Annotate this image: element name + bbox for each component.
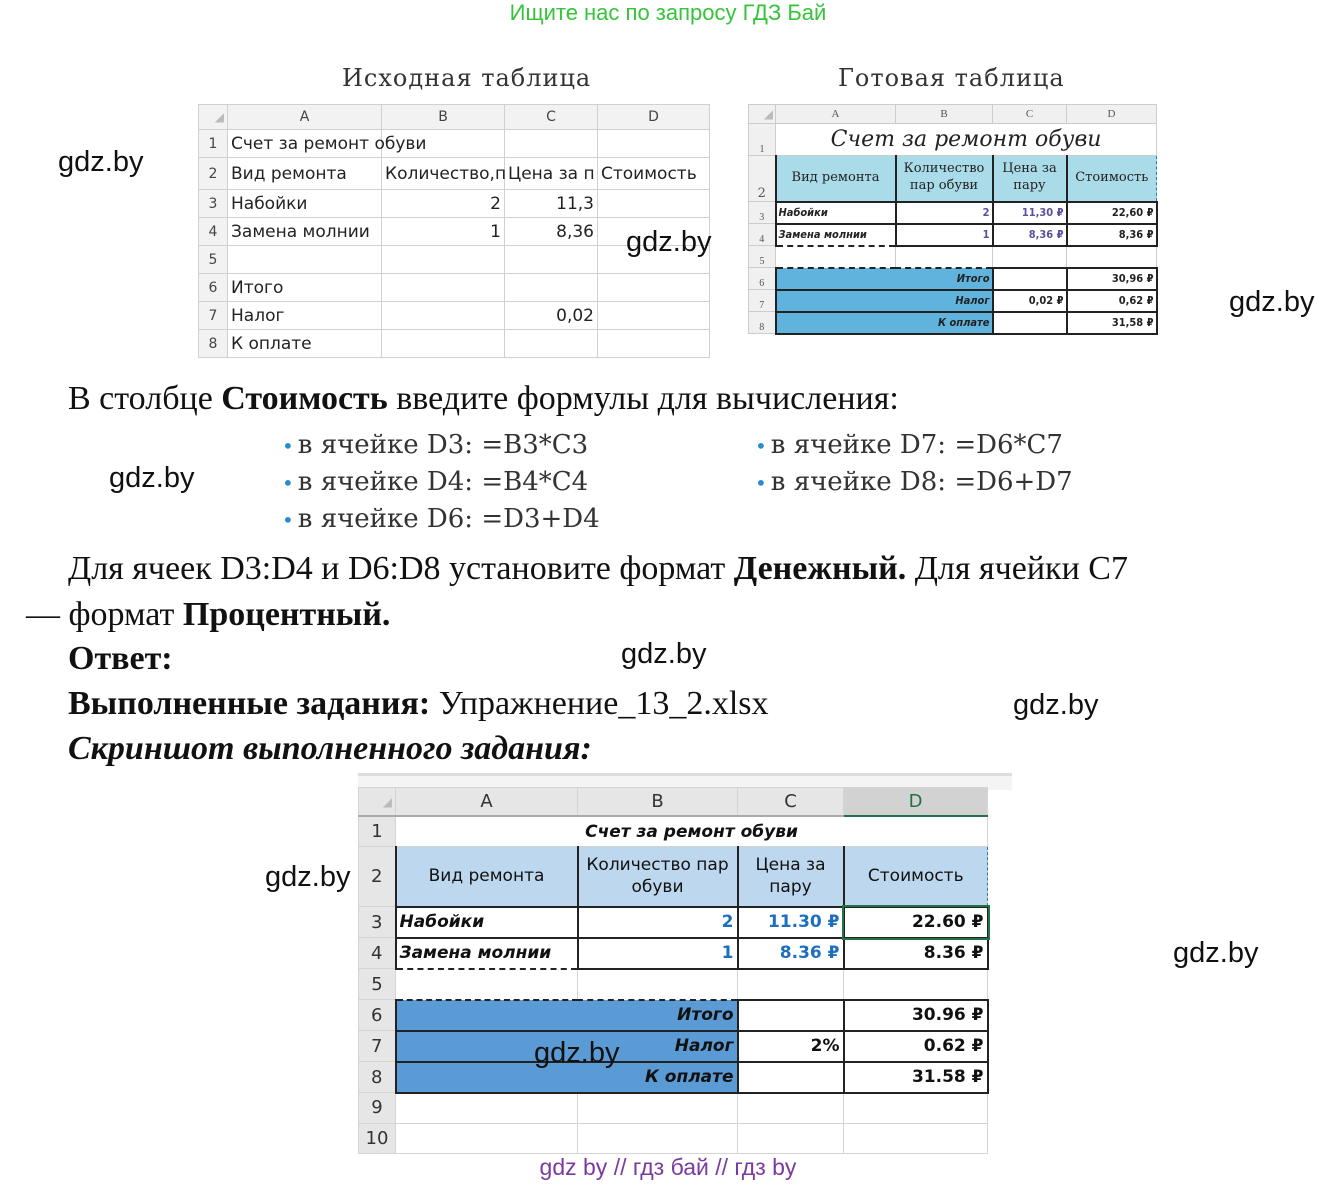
column-header-a[interactable]: A <box>776 105 896 124</box>
cell[interactable]: К оплате <box>776 312 993 334</box>
cell[interactable] <box>228 246 382 274</box>
column-header-a[interactable]: A <box>396 788 578 817</box>
column-header-d[interactable]: D <box>1067 105 1157 124</box>
cell[interactable]: Вид ремонта <box>396 847 578 907</box>
cell[interactable] <box>896 246 993 268</box>
cell[interactable]: Набойки <box>228 190 382 218</box>
instruction-paragraph <box>68 380 899 418</box>
cell[interactable] <box>993 312 1067 334</box>
text: В столбце <box>68 380 222 417</box>
row-header[interactable]: 8 <box>749 312 776 334</box>
row-header[interactable]: 2 <box>359 847 396 907</box>
row-header[interactable]: 3 <box>199 190 228 218</box>
cell[interactable] <box>738 1062 844 1093</box>
text: Для ячеек D3:D4 и D6:D8 установите формат <box>68 550 734 587</box>
watermark: gdz.by <box>58 146 144 178</box>
select-all-corner[interactable]: ◢ <box>199 105 228 130</box>
table-row <box>199 330 710 358</box>
cell[interactable] <box>738 1123 844 1153</box>
cell[interactable]: 1 <box>578 938 738 969</box>
cell[interactable]: 0.62 ₽ <box>844 1031 988 1062</box>
watermark: gdz.by <box>1013 689 1099 721</box>
cell[interactable]: 2% <box>738 1031 844 1062</box>
format-paragraph <box>68 550 1128 588</box>
row-header[interactable]: 10 <box>359 1123 396 1153</box>
cell[interactable]: 0,02 ₽ <box>993 290 1067 312</box>
row-header[interactable]: 6 <box>199 274 228 302</box>
formula-text: в ячейке D6: =D3+D4 <box>297 504 600 534</box>
cell[interactable] <box>993 268 1067 290</box>
cell[interactable]: 30.96 ₽ <box>844 1000 988 1031</box>
column-header-d[interactable]: D <box>598 105 710 130</box>
cell[interactable]: 31.58 ₽ <box>844 1062 988 1093</box>
footer-watermark: gdz by // гдз бай // гдз by <box>539 1154 797 1180</box>
cell[interactable]: Итого <box>776 268 993 290</box>
bullet-dot-icon: • <box>755 471 767 495</box>
cell[interactable]: 0,02 <box>505 302 598 330</box>
screenshot-label: Скриншот выполненного задания: <box>68 730 592 767</box>
row-header[interactable]: 5 <box>199 246 228 274</box>
cell[interactable]: 2 <box>382 190 505 218</box>
cell[interactable] <box>505 274 598 302</box>
bold-term: Стоимость <box>221 380 388 417</box>
row-header[interactable]: 9 <box>359 1093 396 1124</box>
result-table <box>358 787 989 1154</box>
table-row <box>359 969 988 1000</box>
bullet-dot-icon: • <box>282 508 294 532</box>
cell[interactable] <box>1067 246 1157 268</box>
table-row <box>359 1062 988 1093</box>
row-header[interactable]: 8 <box>359 1062 396 1093</box>
result-sheet-viewport <box>358 787 1012 1149</box>
cell[interactable]: 2 <box>896 202 993 224</box>
row-header[interactable]: 3 <box>749 202 776 224</box>
column-header-b[interactable]: B <box>382 105 505 130</box>
cell[interactable] <box>993 246 1067 268</box>
format-paragraph-2 <box>26 596 390 634</box>
cell[interactable]: 30,96 ₽ <box>1067 268 1157 290</box>
cell[interactable]: 11,30 ₽ <box>993 202 1067 224</box>
cell[interactable]: Стоимость <box>1067 156 1157 202</box>
cell[interactable] <box>844 969 988 1000</box>
select-all-corner[interactable]: ◢ <box>359 788 396 817</box>
formula-text: в ячейке D4: =B4*C4 <box>297 467 589 497</box>
cell[interactable]: Налог <box>228 302 382 330</box>
table-row <box>199 274 710 302</box>
cell[interactable] <box>505 246 598 274</box>
table-row <box>359 938 988 969</box>
bullet-dot-icon: • <box>755 434 767 458</box>
bullet-dot-icon: • <box>282 434 294 458</box>
cell[interactable] <box>738 1000 844 1031</box>
bold-term: Денежный. <box>733 550 907 587</box>
bullet-item <box>282 504 600 534</box>
cell[interactable]: Вид ремонта <box>776 156 896 202</box>
cell[interactable]: Количество,п <box>382 158 505 190</box>
cell[interactable] <box>505 330 598 358</box>
row-header[interactable]: 2 <box>749 156 776 202</box>
bullet-item <box>755 430 1063 460</box>
table-row <box>359 847 988 907</box>
row-header[interactable]: 3 <box>359 907 396 938</box>
cell[interactable] <box>598 274 710 302</box>
cell[interactable]: 11.30 ₽ <box>738 907 844 938</box>
row-header[interactable]: 2 <box>199 158 228 190</box>
bold-term: Процентный. <box>182 596 391 633</box>
cell[interactable] <box>738 1093 844 1124</box>
cell[interactable]: 8.36 ₽ <box>738 938 844 969</box>
answer-label: Ответ: <box>68 640 173 677</box>
cell[interactable] <box>598 330 710 358</box>
table-row <box>749 290 1157 312</box>
cell[interactable]: Счет за ремонт обуви <box>228 130 382 158</box>
watermark: gdz.by <box>1173 937 1259 969</box>
cell[interactable] <box>578 1123 738 1153</box>
cell[interactable]: Вид ремонта <box>228 158 382 190</box>
row-header[interactable]: 6 <box>359 1000 396 1031</box>
row-header[interactable]: 6 <box>749 268 776 290</box>
cell[interactable]: 0,62 ₽ <box>1067 290 1157 312</box>
table-row <box>199 158 710 190</box>
row-header[interactable]: 8 <box>199 330 228 358</box>
cell[interactable] <box>578 1093 738 1124</box>
cell[interactable] <box>505 130 598 158</box>
cell[interactable]: Итого <box>228 274 382 302</box>
row-header[interactable]: 7 <box>199 302 228 330</box>
table-row <box>749 246 1157 268</box>
cell[interactable] <box>382 246 505 274</box>
table-row <box>199 190 710 218</box>
row-header[interactable]: 4 <box>359 938 396 969</box>
cell[interactable]: 2 <box>578 907 738 938</box>
table-row <box>749 202 1157 224</box>
cell[interactable]: 11,3 <box>505 190 598 218</box>
cell[interactable] <box>396 969 578 1000</box>
cell[interactable]: Набойки <box>396 907 578 938</box>
cell[interactable] <box>844 1123 988 1153</box>
cell[interactable]: Цена за пару <box>993 156 1067 202</box>
watermark: gdz.by <box>626 226 712 258</box>
cell[interactable]: Счет за ремонт обуви <box>776 124 1157 156</box>
cell[interactable]: 8.36 ₽ <box>844 938 988 969</box>
cell[interactable]: Стоимость <box>598 158 710 190</box>
watermark: gdz.by <box>534 1037 620 1069</box>
cell[interactable]: 22,60 ₽ <box>1067 202 1157 224</box>
cell[interactable]: Итого <box>396 1000 738 1031</box>
cell[interactable]: Количество пар обуви <box>896 156 993 202</box>
cell[interactable]: К оплате <box>228 330 382 358</box>
formula-text: в ячейке D3: =B3*C3 <box>297 430 589 460</box>
cell[interactable]: Стоимость <box>844 847 988 907</box>
table-row <box>359 1093 988 1124</box>
bullet-item <box>755 467 1073 497</box>
cell[interactable] <box>396 1093 578 1124</box>
row-header[interactable]: 7 <box>749 290 776 312</box>
row-header[interactable]: 1 <box>359 816 396 847</box>
column-header-row <box>359 788 988 817</box>
column-header-row <box>199 105 710 130</box>
formula-text: в ячейке D8: =D6+D7 <box>770 467 1073 497</box>
column-header-b[interactable]: B <box>896 105 993 124</box>
row-header[interactable]: 7 <box>359 1031 396 1062</box>
watermark: gdz.by <box>109 462 195 494</box>
cell[interactable]: Количество пар обуви <box>578 847 738 907</box>
cell[interactable]: 8,36 ₽ <box>993 224 1067 246</box>
table-row <box>199 302 710 330</box>
cell[interactable] <box>776 246 896 268</box>
bullet-item <box>282 467 588 497</box>
cell[interactable]: Замена молнии <box>396 938 578 969</box>
table-row <box>749 224 1157 246</box>
row-header[interactable]: 4 <box>749 224 776 246</box>
bullet-dot-icon: • <box>282 471 294 495</box>
table-row <box>359 816 988 847</box>
watermark: gdz.by <box>1229 286 1315 318</box>
cell[interactable] <box>396 1123 578 1153</box>
text: — формат <box>26 596 183 633</box>
watermark-top: Ищите нас по запросу ГДЗ Бай <box>509 0 827 25</box>
table-row <box>359 1031 988 1062</box>
select-all-corner[interactable]: ◢ <box>749 105 776 124</box>
table-row <box>749 156 1157 202</box>
cell[interactable]: Набойки <box>776 202 896 224</box>
table-row <box>749 312 1157 334</box>
cell[interactable]: 1 <box>896 224 993 246</box>
cell[interactable]: 31,58 ₽ <box>1067 312 1157 334</box>
column-header-a[interactable]: A <box>228 105 382 130</box>
watermark: gdz.by <box>265 861 351 893</box>
column-header-b[interactable]: B <box>578 788 738 817</box>
cell[interactable]: Замена молнии <box>228 218 382 246</box>
cell[interactable] <box>598 190 710 218</box>
cell[interactable]: К оплате <box>396 1062 738 1093</box>
column-header-c[interactable]: C <box>738 788 844 817</box>
column-header-c[interactable]: C <box>993 105 1067 124</box>
text: введите формулы для вычисления: <box>387 380 899 417</box>
cell[interactable] <box>598 302 710 330</box>
formula-text: в ячейке D7: =D6*C7 <box>770 430 1063 460</box>
row-header[interactable]: 1 <box>199 130 228 158</box>
row-header[interactable]: 5 <box>749 246 776 268</box>
text: Для ячейки C7 <box>906 550 1128 587</box>
cell[interactable]: Цена за п <box>505 158 598 190</box>
table-row <box>749 268 1157 290</box>
bullet-item <box>282 430 588 460</box>
cell[interactable] <box>382 302 505 330</box>
cell[interactable]: Счет за ремонт обуви <box>396 816 988 847</box>
cell[interactable]: 1 <box>382 218 505 246</box>
table-row <box>749 124 1157 156</box>
completed-tasks <box>68 685 769 723</box>
cell[interactable]: Налог <box>776 290 993 312</box>
column-header-d[interactable]: D <box>844 788 988 817</box>
cell[interactable]: Цена за пару <box>738 847 844 907</box>
table-row <box>359 1000 988 1031</box>
row-header[interactable]: 1 <box>749 124 776 156</box>
table-row <box>359 1123 988 1153</box>
ready-table <box>748 104 1158 335</box>
row-header[interactable]: 5 <box>359 969 396 1000</box>
cell[interactable]: 22.60 ₽ <box>844 907 988 938</box>
cell[interactable]: Замена молнии <box>776 224 896 246</box>
caption-source-table: Исходная таблица <box>342 64 592 92</box>
cell[interactable]: 8,36 ₽ <box>1067 224 1157 246</box>
cell[interactable] <box>844 1093 988 1124</box>
column-header-c[interactable]: C <box>505 105 598 130</box>
completed-label: Выполненные задания: <box>68 685 431 722</box>
cell[interactable] <box>598 130 710 158</box>
caption-ready-table: Готовая таблица <box>838 64 1065 92</box>
cell[interactable] <box>382 274 505 302</box>
watermark: gdz.by <box>621 638 707 670</box>
table-row <box>199 130 710 158</box>
cell[interactable] <box>738 969 844 1000</box>
table-row <box>359 907 988 938</box>
cell[interactable]: 8,36 <box>505 218 598 246</box>
cell[interactable] <box>578 969 738 1000</box>
file-name: Упражнение_13_2.xlsx <box>430 685 769 722</box>
column-header-row <box>749 105 1157 124</box>
cell[interactable]: Налог <box>396 1031 738 1062</box>
cell[interactable] <box>382 330 505 358</box>
row-header[interactable]: 4 <box>199 218 228 246</box>
